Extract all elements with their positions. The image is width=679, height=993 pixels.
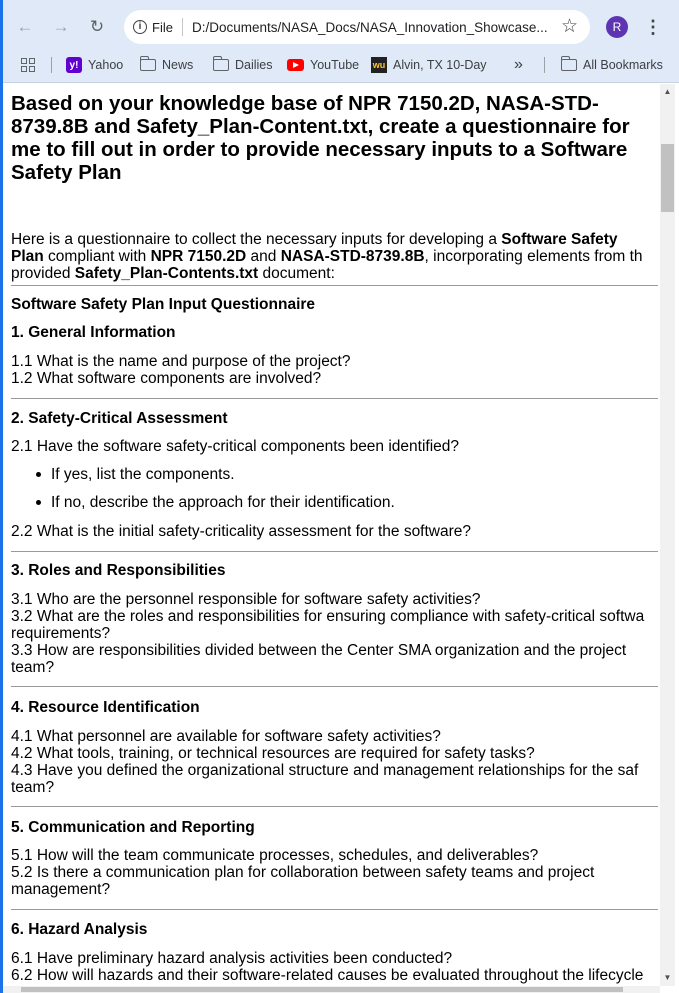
vertical-scroll-thumb[interactable] (661, 144, 674, 212)
browser-chrome (0, 0, 679, 83)
page-title: Based on your knowledge base of NPR 7150.2D, NASA-STD-8739.8B and Safety_Plan-Content.txt, create a questionnaire for me to fill out in order to provide necessary inputs to a Software Safety Plan (11, 92, 630, 184)
question-line: 5.2 Is there a communication plan for collaboration between safety teams and project (11, 864, 595, 881)
yahoo-icon: y! (66, 57, 82, 73)
apps-grid-icon (21, 58, 35, 72)
horizontal-scrollbar[interactable] (3, 986, 660, 993)
all-bookmarks-button[interactable] (561, 55, 663, 75)
question-line: 1.1 What is the name and purpose of the project? (11, 353, 351, 370)
weather-underground-icon: wu (371, 57, 387, 73)
question-line: 3.3 How are responsibilities divided between the Center SMA organization and the project (11, 642, 627, 659)
bookmark-label: Dailies (235, 58, 273, 72)
divider (11, 686, 658, 687)
list-item: If no, describe the approach for their identification. (11, 494, 395, 511)
menu-kebab-icon[interactable]: ⋮ (644, 17, 662, 37)
page-viewport (3, 84, 660, 986)
question-line: management? (11, 881, 111, 898)
section-heading: 3. Roles and Responsibilities (11, 562, 226, 579)
intro-paragraph (11, 231, 660, 282)
chevron-double-right-icon: » (514, 56, 523, 73)
forward-button[interactable] (48, 14, 74, 40)
scroll-up-icon[interactable]: ▲ (663, 87, 672, 96)
folder-icon (561, 59, 577, 71)
reload-icon: ↻ (89, 17, 105, 36)
bookmarks-bar (0, 52, 679, 78)
intro-bold: NPR 7150.2D (150, 248, 247, 265)
bookmark-youtube[interactable] (287, 55, 359, 75)
bookmark-label: News (162, 58, 194, 72)
bookmark-yahoo[interactable] (66, 55, 123, 75)
question-line: requirements? (11, 625, 111, 642)
bookmarks-overflow-button[interactable] (514, 55, 523, 75)
section-heading: 4. Resource Identification (11, 699, 200, 716)
url-text[interactable]: D:/Documents/NASA_Docs/NASA_Innovation_Showcase... (191, 19, 548, 35)
question-line: team? (11, 779, 55, 796)
bookmarks-divider (544, 57, 545, 73)
intro-bold: Safety_Plan-Contents.txt (74, 265, 259, 282)
bookmark-weather[interactable] (371, 55, 487, 75)
section-heading: 5. Communication and Reporting (11, 819, 255, 836)
back-button[interactable] (12, 14, 38, 40)
bookmark-star-icon[interactable]: ☆ (560, 16, 578, 37)
intro-text: , incorporating elements from th (424, 248, 643, 265)
intro-bold: NASA-STD-8739.8B (280, 248, 425, 265)
question-line: 3.1 Who are the personnel responsible for software safety activities? (11, 591, 481, 608)
scroll-down-icon[interactable]: ▼ (663, 973, 672, 982)
section-heading: 1. General Information (11, 324, 176, 341)
intro-text: document: (258, 265, 335, 282)
section-heading: 2. Safety-Critical Assessment (11, 410, 228, 427)
question-line: 3.2 What are the roles and responsibilities for ensuring compliance with safety-critical softwa (11, 608, 645, 625)
question-line: 4.3 Have you defined the organizational structure and management relationships for the saf (11, 762, 639, 779)
document-content (11, 92, 660, 984)
intro-text: provided (11, 265, 75, 282)
address-bar[interactable] (124, 10, 590, 44)
folder-icon (213, 59, 229, 71)
apps-button[interactable] (21, 55, 35, 75)
intro-bold: Plan (11, 248, 44, 265)
question-line: 2.2 What is the initial safety-criticality assessment for the software? (11, 523, 472, 540)
bookmarks-divider (51, 57, 52, 73)
question-line: 4.2 What tools, training, or technical resources are required for safety tasks? (11, 745, 535, 762)
youtube-icon (287, 59, 304, 71)
horizontal-scroll-thumb[interactable] (21, 987, 623, 992)
all-bookmarks-label: All Bookmarks (583, 58, 663, 72)
divider (11, 285, 658, 286)
question-line: team? (11, 659, 55, 676)
divider (11, 398, 658, 399)
intro-text: Here is a questionnaire to collect the necessary inputs for developing a (11, 231, 502, 248)
question-line: 4.1 What personnel are available for software safety activities? (11, 728, 441, 745)
folder-icon (140, 59, 156, 71)
intro-text: compliant with (43, 248, 151, 265)
file-chip[interactable]: File (152, 19, 173, 35)
question-line: 6.2 How will hazards and their software-related causes be evaluated throughout the lifecycle (11, 967, 644, 984)
profile-avatar[interactable]: R (606, 16, 628, 38)
divider (11, 806, 658, 807)
divider (11, 909, 658, 910)
bookmark-label: YouTube (310, 58, 360, 72)
forward-arrow-icon: → (52, 17, 70, 36)
vertical-scrollbar[interactable] (660, 84, 675, 986)
bookmark-label: Yahoo (88, 58, 124, 72)
intro-bold: Software Safety (501, 231, 618, 248)
section-heading: 6. Hazard Analysis (11, 921, 148, 938)
question-line: 6.1 Have preliminary hazard analysis activities been conducted? (11, 950, 453, 967)
bookmark-dailies[interactable] (213, 55, 273, 75)
divider (11, 551, 658, 552)
bookmark-label: Alvin, TX 10-Day (393, 58, 487, 72)
list-item: If yes, list the components. (11, 466, 235, 483)
intro-text: and (246, 248, 281, 265)
question-line: 2.1 Have the software safety-critical components been identified? (11, 438, 460, 455)
question-line: 1.2 What software components are involved? (11, 370, 322, 387)
back-arrow-icon: ← (16, 17, 34, 36)
chip-divider (182, 18, 183, 36)
questionnaire-title: Software Safety Plan Input Questionnaire (11, 296, 316, 313)
reload-button[interactable] (84, 14, 110, 40)
bookmark-news[interactable] (140, 55, 193, 75)
site-info-icon[interactable]: i (133, 20, 147, 34)
question-line: 5.1 How will the team communicate processes, schedules, and deliverables? (11, 847, 539, 864)
